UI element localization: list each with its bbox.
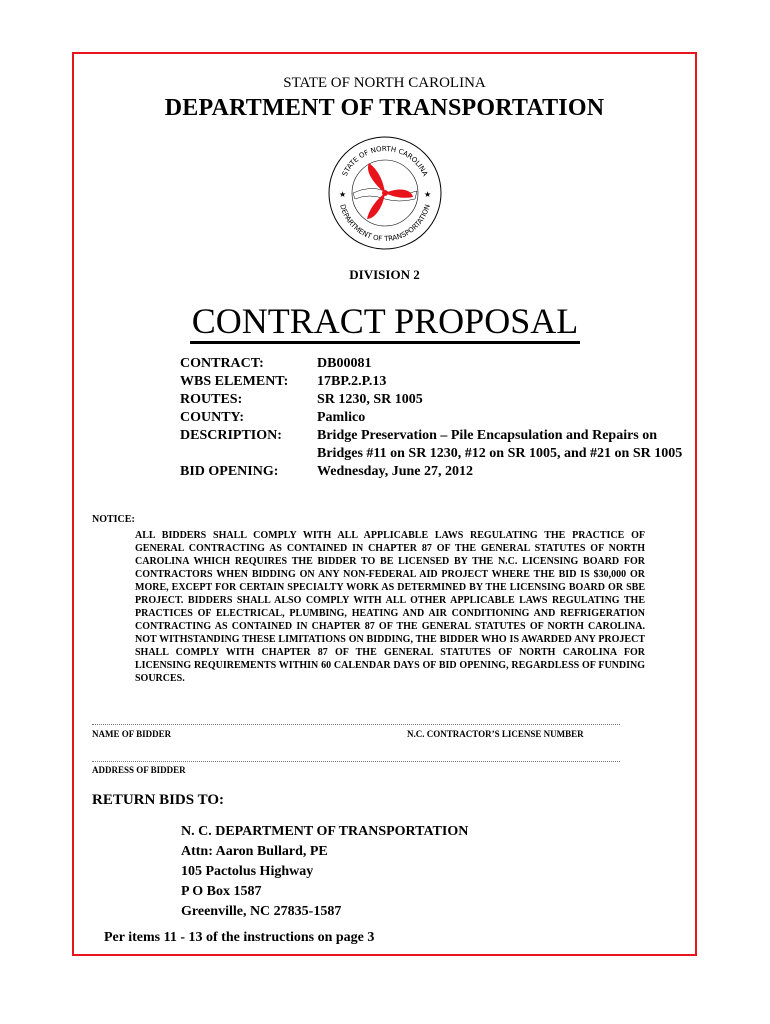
field-wbs-element (180, 373, 687, 391)
seal-top-text: STATE OF NORTH CAROLINA (340, 144, 430, 178)
bidder-address-line[interactable] (92, 761, 620, 762)
address-line: P O Box 1587 (181, 884, 262, 899)
field-label: CONTRACT: (180, 356, 264, 371)
svg-text:STATE OF NORTH CAROLINA (341, 145, 429, 178)
address-line: Greenville, NC 27835-1587 (181, 904, 342, 919)
notice-text: ALL BIDDERS SHALL COMPLY WITH ALL APPLICABLE LAWS REGULATING THE PRACTICE OF GENERAL CONTRACTING AS CONTAINED IN CHAPTER 87 OF THE GENERAL STATUTES OF NORTH CAROLINA WHICH REQUIRES THE BIDDER TO BE LICENSED BY THE N.C. LICENSING BOARD FOR CONTRACTORS WHEN BIDDING ON ANY NON-FEDERAL AID PROJECT WHERE THE BID IS $30,000 OR MORE, EXCEPT FOR CERTAIN SPECIALTY WORK AS DETERMINED BY THE LICENSING BOARD OR SBE PROJECT. BIDDERS SHALL ALSO COMPLY WITH ALL OTHER APPLICABLE LAWS REGULATING THE PRACTICES OF ELECTRICAL, PLUMBING, HEATING AND AIR CONDITIONING AND REFRIGERATION CONTRACTING AS CONTAINED IN CHAPTER 87 OF THE GENERAL STATUTES OF NORTH CAROLINA. NOT WITHSTANDING THESE LIMITATIONS ON BIDDING, THE BIDDER WHO IS AWARDED ANY PROJECT SHALL COMPLY WITH CHAPTER 87 OF THE GENERAL STATUTES OF NORTH CAROLINA FOR LICENSING REQUIREMENTS WITHIN 60 CALENDAR DAYS OF BID OPENING, REGARDLESS OF FUNDING SOURCES. (135, 530, 645, 684)
division-heading: DIVISION 2 (349, 267, 420, 282)
field-label: BID OPENING: (180, 464, 279, 479)
license-number-label: N.C. CONTRACTOR’S LICENSE NUMBER (407, 729, 584, 739)
field-value: SR 1230, SR 1005 (317, 392, 423, 407)
seal-bottom-text: DEPARTMENT OF TRANSPORTATION (338, 203, 432, 244)
field-description (180, 427, 687, 463)
footer-note: Per items 11 - 13 of the instructions on page 3 (104, 930, 375, 945)
department-heading: DEPARTMENT OF TRANSPORTATION (164, 95, 605, 121)
field-label: COUNTY: (180, 410, 245, 425)
bidder-name-label: NAME OF BIDDER (92, 729, 172, 739)
state-heading: STATE OF NORTH CAROLINA (283, 75, 486, 91)
seal-star-left: ★ (339, 190, 347, 199)
field-value: DB00081 (317, 356, 372, 371)
ncdot-seal-icon (325, 133, 445, 253)
seal-star-right: ★ (424, 190, 432, 199)
bidder-address-label: ADDRESS OF BIDDER (92, 765, 186, 775)
contract-fields (180, 355, 687, 481)
address-line: Attn: Aaron Bullard, PE (181, 844, 328, 859)
field-value: 17BP.2.P.13 (317, 374, 387, 389)
notice-label: NOTICE: (92, 514, 135, 525)
field-value: Bridge Preservation – Pile Encapsulation and Repairs on Bridges #11 on SR 1230, #12 on SR 1005, and #21 on SR 1005 (317, 428, 683, 461)
field-label: ROUTES: (180, 392, 243, 407)
field-value: Pamlico (317, 410, 366, 425)
address-line: 105 Pactolus Highway (181, 864, 314, 879)
address-line: N. C. DEPARTMENT OF TRANSPORTATION (181, 824, 469, 839)
field-bid-opening (180, 463, 687, 481)
return-bids-heading: RETURN BIDS TO: (92, 792, 224, 808)
bidder-name-line[interactable] (92, 724, 620, 725)
contract-proposal-title: CONTRACT PROPOSAL (0, 300, 770, 344)
field-contract (180, 355, 687, 373)
return-address (181, 822, 468, 922)
field-value: Wednesday, June 27, 2012 (317, 464, 473, 479)
field-label: WBS ELEMENT: (180, 374, 289, 389)
field-label: DESCRIPTION: (180, 428, 282, 443)
svg-text:DEPARTMENT OF TRANSPORTATION (338, 204, 432, 244)
field-routes (180, 391, 687, 409)
field-county (180, 409, 687, 427)
